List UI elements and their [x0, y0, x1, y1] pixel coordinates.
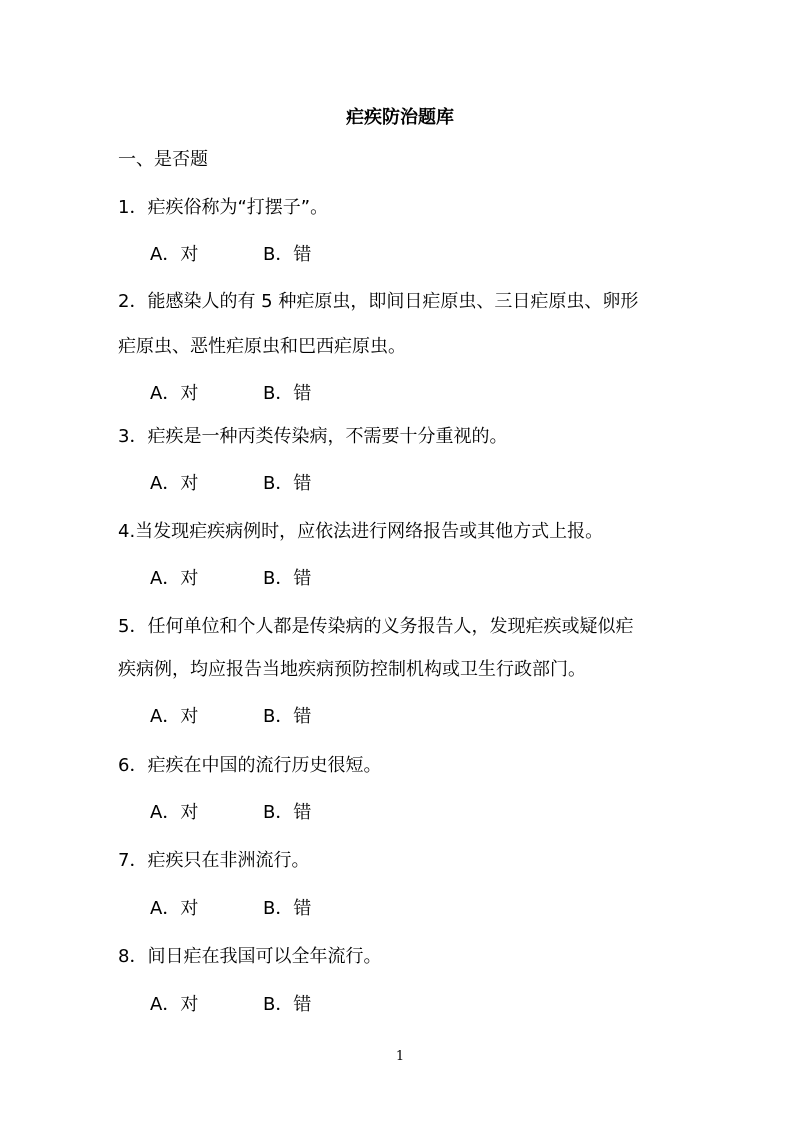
option-b: B．错 [263, 568, 312, 589]
question-options [150, 241, 311, 269]
question-text: 5．任何单位和个人都是传染病的义务报告人，发现疟疾或疑似疟 [118, 616, 634, 637]
option-b: B．错 [263, 994, 312, 1015]
option-a: A．对 [150, 802, 199, 823]
question-options [150, 703, 311, 731]
option-a: A．对 [150, 383, 199, 404]
question-options [150, 565, 311, 593]
page-number: 1 [395, 1049, 405, 1064]
option-b: B．错 [263, 706, 312, 727]
option-a: A．对 [150, 994, 199, 1015]
option-a: A．对 [150, 244, 199, 265]
option-b: B．错 [263, 802, 312, 823]
option-b: B．错 [263, 473, 312, 494]
question-text: 4.当发现疟疾病例时，应依法进行网络报告或其他方式上报。 [118, 521, 604, 542]
question-text-continued: 疾病例，均应报告当地疾病预防控制机构或卫生行政部门。 [118, 659, 586, 680]
question-options [150, 470, 311, 498]
option-a: A．对 [150, 568, 199, 589]
option-a: A．对 [150, 473, 199, 494]
question-text: 3．疟疾是一种丙类传染病，不需要十分重视的。 [118, 426, 508, 447]
option-b: B．错 [263, 244, 312, 265]
page-title: 疟疾防治题库 [346, 107, 454, 128]
question-options [150, 799, 311, 827]
question-options [150, 895, 311, 923]
option-a: A．对 [150, 706, 199, 727]
option-b: B．错 [263, 383, 312, 404]
question-text: 6．疟疾在中国的流行历史很短。 [118, 755, 382, 776]
option-b: B．错 [263, 898, 312, 919]
section-heading: 一、是否题 [118, 149, 208, 170]
question-text: 8．间日疟在我国可以全年流行。 [118, 946, 382, 967]
question-text: 1．疟疾俗称为“打摆子”。 [118, 197, 329, 218]
question-options [150, 380, 311, 408]
question-options [150, 991, 311, 1019]
question-text-continued: 疟原虫、恶性疟原虫和巴西疟原虫。 [118, 336, 406, 357]
question-text: 7．疟疾只在非洲流行。 [118, 850, 310, 871]
option-a: A．对 [150, 898, 199, 919]
question-text: 2．能感染人的有 5 种疟原虫，即间日疟原虫、三日疟原虫、卵形 [118, 291, 639, 312]
